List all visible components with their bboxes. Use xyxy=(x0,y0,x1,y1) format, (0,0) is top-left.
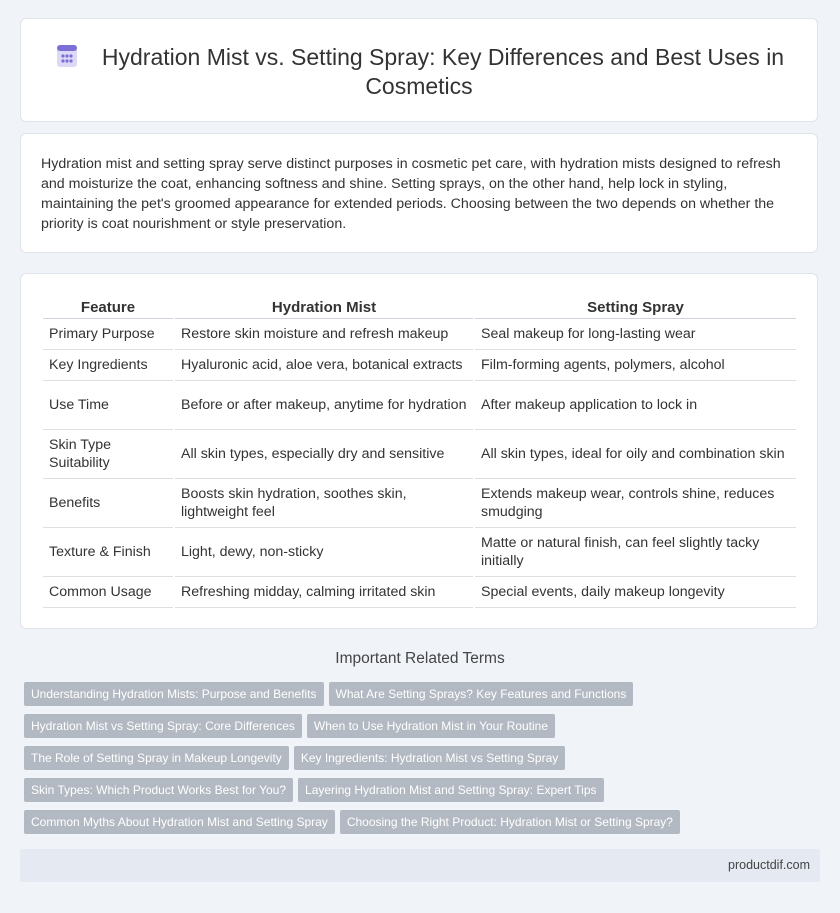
table-cell: Matte or natural finish, can feel slightly tacky initially xyxy=(475,528,796,577)
related-terms-list xyxy=(24,682,824,842)
page-title-row xyxy=(21,43,817,101)
header-card xyxy=(20,18,818,122)
table-cell: Texture & Finish xyxy=(43,528,173,577)
footer-site-link[interactable]: productdif.com xyxy=(728,858,810,872)
related-term-tag[interactable]: The Role of Setting Spray in Makeup Longevity xyxy=(24,746,289,770)
table-row xyxy=(43,577,796,608)
table-cell: Extends makeup wear, controls shine, reduces smudging xyxy=(475,479,796,528)
related-term-tag[interactable]: Skin Types: Which Product Works Best for You? xyxy=(24,778,293,802)
table-cell: All skin types, ideal for oily and combination skin xyxy=(475,430,796,479)
table-cell: Skin Type Suitability xyxy=(43,430,173,479)
table-row xyxy=(43,528,796,577)
table-cell: Restore skin moisture and refresh makeup xyxy=(175,319,473,350)
table-cell: Benefits xyxy=(43,479,173,528)
intro-card xyxy=(20,133,818,253)
header-feature: Feature xyxy=(43,296,173,319)
table-cell: Common Usage xyxy=(43,577,173,608)
table-cell: Primary Purpose xyxy=(43,319,173,350)
table-cell: Light, dewy, non-sticky xyxy=(175,528,473,577)
table-row xyxy=(43,381,796,430)
header-hydration-mist: Hydration Mist xyxy=(175,296,473,319)
table-cell: Before or after makeup, anytime for hydration xyxy=(175,381,473,430)
table-cell: After makeup application to lock in xyxy=(475,381,796,430)
table-cell: Seal makeup for long-lasting wear xyxy=(475,319,796,350)
table-cell: Film-forming agents, polymers, alcohol xyxy=(475,350,796,381)
related-term-tag[interactable]: Common Myths About Hydration Mist and Setting Spray xyxy=(24,810,335,834)
table-cell: Boosts skin hydration, soothes skin, lightweight feel xyxy=(175,479,473,528)
related-term-tag[interactable]: Layering Hydration Mist and Setting Spray: Expert Tips xyxy=(298,778,603,802)
related-term-tag[interactable]: Hydration Mist vs Setting Spray: Core Differences xyxy=(24,714,302,738)
related-term-tag[interactable]: Key Ingredients: Hydration Mist vs Setting Spray xyxy=(294,746,565,770)
table-cell: Refreshing midday, calming irritated skin xyxy=(175,577,473,608)
related-term-tag[interactable]: Choosing the Right Product: Hydration Mist or Setting Spray? xyxy=(340,810,680,834)
comparison-card xyxy=(20,273,818,629)
page-title: Hydration Mist vs. Setting Spray: Key Differences and Best Uses in Cosmetics xyxy=(101,44,785,99)
related-term-tag[interactable]: What Are Setting Sprays? Key Features and Functions xyxy=(329,682,634,706)
table-header-row xyxy=(43,296,796,319)
table-cell: Hyaluronic acid, aloe vera, botanical extracts xyxy=(175,350,473,381)
table-cell: All skin types, especially dry and sensitive xyxy=(175,430,473,479)
related-term-tag[interactable]: Understanding Hydration Mists: Purpose and Benefits xyxy=(24,682,324,706)
table-cell: Use Time xyxy=(43,381,173,430)
table-row xyxy=(43,479,796,528)
footer-bar xyxy=(20,849,820,882)
table-cell: Key Ingredients xyxy=(43,350,173,381)
comparison-table xyxy=(41,296,798,608)
table-row xyxy=(43,430,796,479)
table-cell: Special events, daily makeup longevity xyxy=(475,577,796,608)
table-row xyxy=(43,319,796,350)
related-term-tag[interactable]: When to Use Hydration Mist in Your Routine xyxy=(307,714,555,738)
document-icon xyxy=(54,43,80,69)
table-row xyxy=(43,350,796,381)
header-setting-spray: Setting Spray xyxy=(475,296,796,319)
intro-paragraph: Hydration mist and setting spray serve distinct purposes in cosmetic pet care, with hydration mists designed to refresh and moisturize the coat, enhancing softness and shine. Setting sprays, on the other hand, help lock in styling, maintaining the pet's groomed appearance for extended periods. Choosing between the two depends on whether the priority is coat nourishment or style preservation. xyxy=(41,156,781,232)
related-terms-title: Important Related Terms xyxy=(335,650,505,667)
